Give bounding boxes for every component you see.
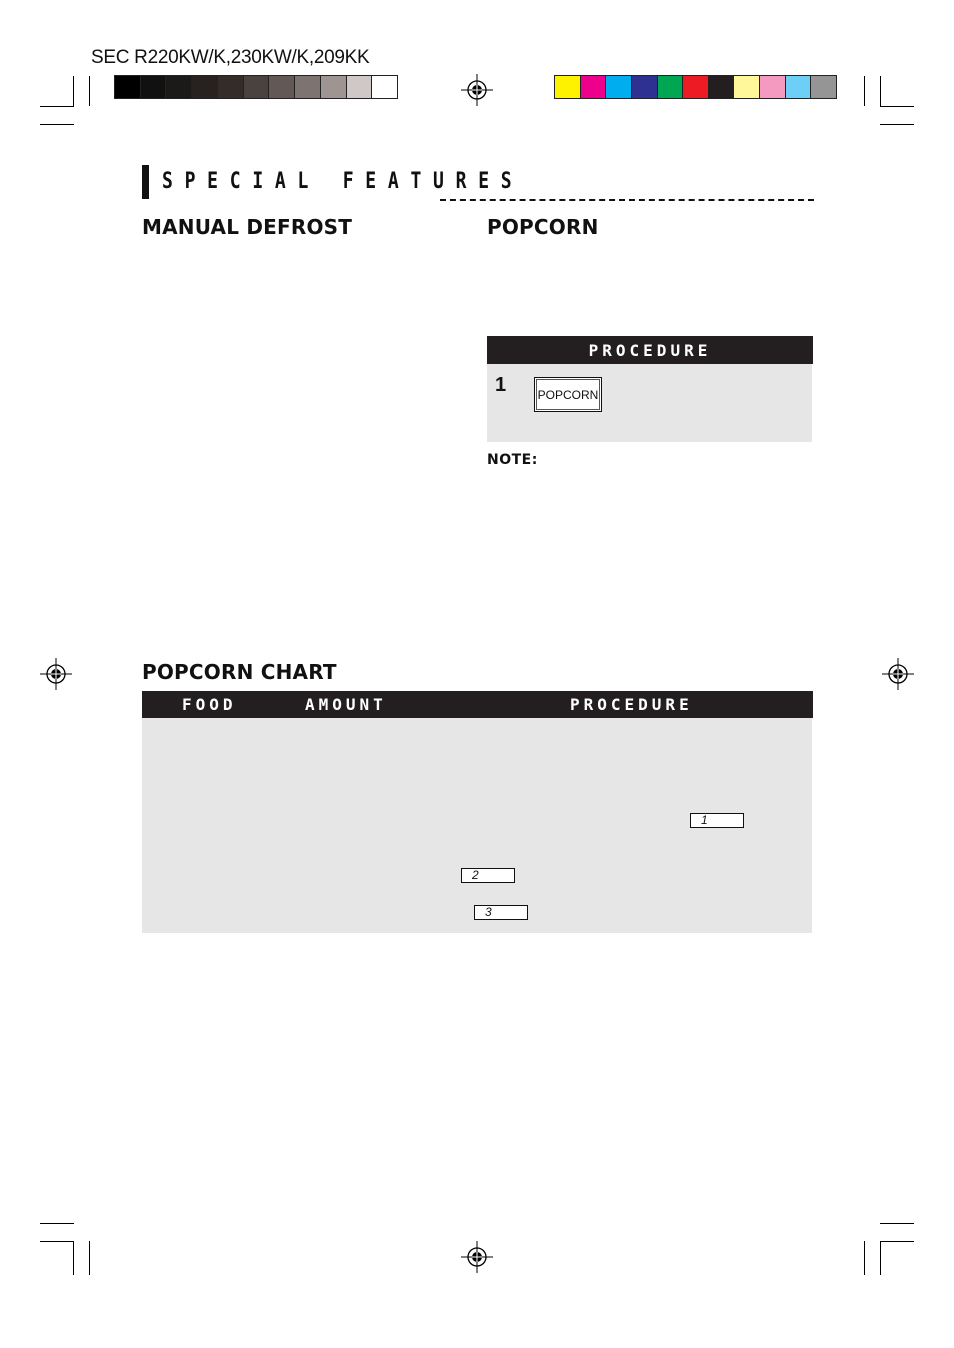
color-swatch [605, 76, 631, 98]
procedure-body [487, 364, 812, 442]
manual-defrost-heading: MANUAL DEFROST [142, 215, 353, 239]
column-header-food: FOOD [182, 695, 237, 714]
section-header [142, 165, 814, 205]
model-code: SEC R220KW/K,230KW/K,209KK [91, 47, 370, 68]
color-swatch [708, 76, 734, 98]
gray-swatch [320, 76, 346, 98]
color-swatch [785, 76, 811, 98]
crop-mark [880, 76, 881, 106]
crop-mark [40, 1241, 74, 1242]
chart-header-row [142, 691, 813, 718]
gray-swatch [268, 76, 294, 98]
gray-swatch [346, 76, 372, 98]
gray-swatch [294, 76, 320, 98]
procedure-header: PROCEDURE [487, 336, 813, 364]
crop-mark [880, 1223, 914, 1224]
color-swatch [631, 76, 657, 98]
section-bar [142, 165, 149, 199]
crop-mark [73, 1241, 74, 1275]
color-swatch [682, 76, 708, 98]
gray-swatch [165, 76, 191, 98]
step-number: 1 [495, 374, 507, 396]
color-calibration-strip [554, 75, 837, 99]
crop-mark [40, 1223, 74, 1224]
gray-swatch [217, 76, 243, 98]
section-title: SPECIAL FEATURES [162, 169, 524, 194]
popcorn-chart-heading: POPCORN CHART [142, 660, 337, 684]
registration-mark-icon [461, 74, 493, 106]
note-label: NOTE: [487, 452, 538, 468]
display-readout: 1 [690, 813, 744, 828]
registration-mark-icon [882, 658, 914, 690]
color-swatch [759, 76, 785, 98]
display-readout: 3 [474, 905, 528, 920]
gray-swatch [191, 76, 217, 98]
color-swatch [580, 76, 606, 98]
gray-calibration-strip [114, 75, 398, 99]
gray-swatch [140, 76, 166, 98]
chart-body [142, 718, 812, 933]
crop-mark [880, 124, 914, 125]
color-swatch [810, 76, 836, 98]
crop-mark [89, 76, 90, 106]
column-header-amount: AMOUNT [305, 695, 387, 714]
color-swatch [733, 76, 759, 98]
gray-swatch [371, 76, 397, 98]
crop-mark [73, 76, 74, 106]
gray-swatch [243, 76, 269, 98]
crop-mark [864, 1241, 865, 1275]
crop-mark [40, 124, 74, 125]
column-header-procedure: PROCEDURE [570, 695, 693, 714]
crop-mark [880, 106, 914, 107]
popcorn-key-button[interactable]: POPCORN [534, 377, 602, 412]
crop-mark [89, 1241, 90, 1275]
registration-mark-icon [461, 1241, 493, 1273]
color-swatch [657, 76, 683, 98]
crop-mark [880, 1241, 881, 1275]
display-readout: 2 [461, 868, 515, 883]
popcorn-heading: POPCORN [487, 215, 599, 239]
registration-mark-icon [40, 658, 72, 690]
crop-mark [40, 106, 74, 107]
color-swatch [555, 76, 580, 98]
crop-mark [880, 1241, 914, 1242]
dashed-rule [440, 199, 814, 201]
gray-swatch [115, 76, 140, 98]
crop-mark [864, 76, 865, 106]
